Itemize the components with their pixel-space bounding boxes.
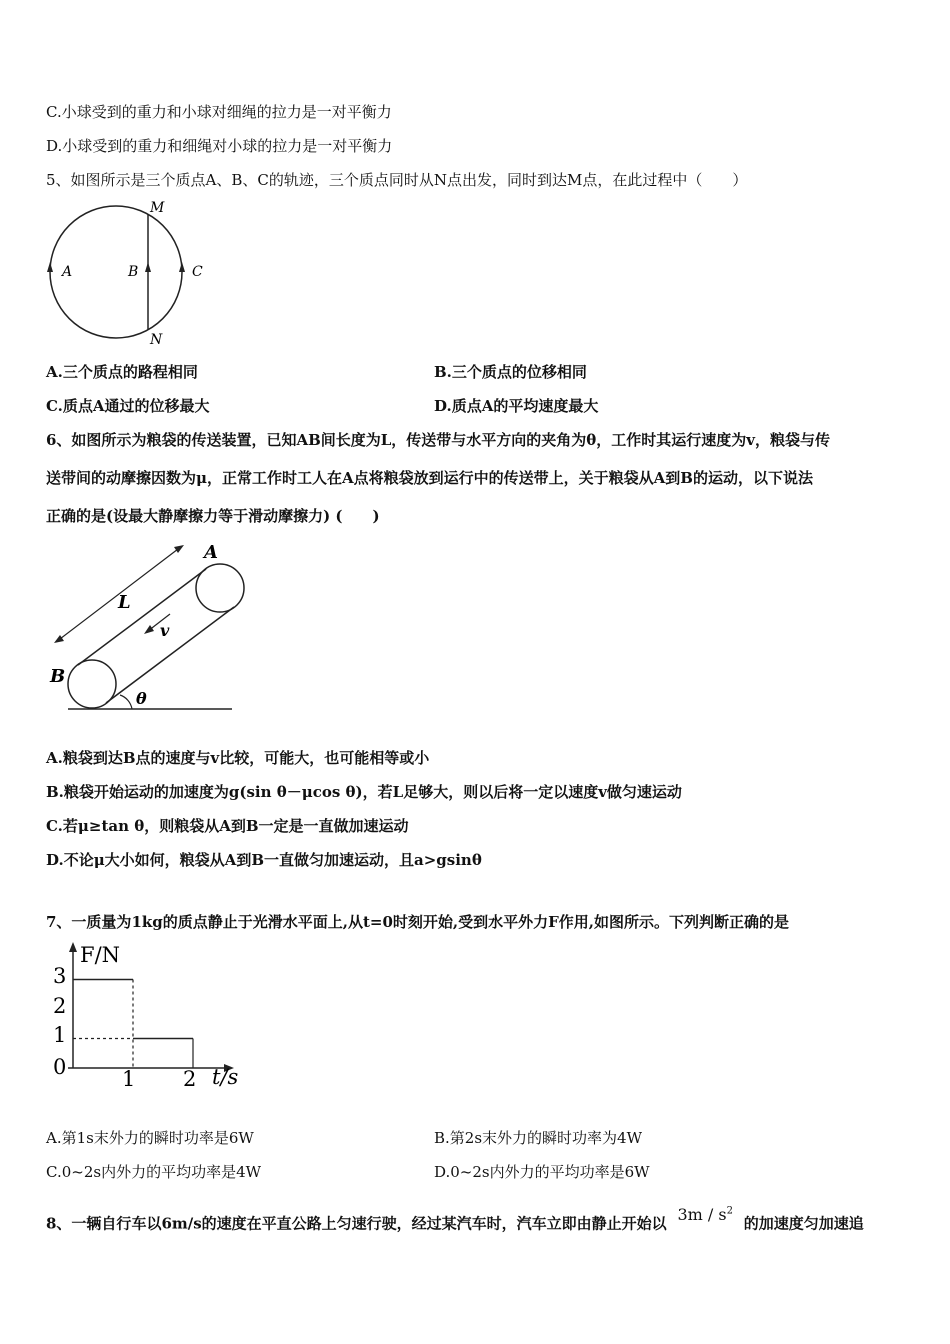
q6-stem-line2: 送带间的动摩擦因数为μ，正常工作时工人在A点将粮袋放到运行中的传送带上，关于粮袋从A到B的运动，以下说法 [46,469,813,487]
q6-option-d: D.不论μ大小如何，粮袋从A到B一直做匀加速运动，且a>gsinθ [46,851,482,869]
label-b: B [50,666,66,687]
label-n: N [150,332,163,348]
x-axis-label: t/s [212,1065,239,1089]
q6-option-c: C.若μ≥tan θ，则粮袋从A到B一定是一直做加速运动 [46,817,409,835]
velocity-arrow-head [144,625,154,634]
q7-option-a: A.第1s末外力的瞬时功率是6W [46,1129,254,1147]
length-arrow-head-a [174,545,184,553]
label-v: v [160,621,170,640]
q8-stem [46,1205,864,1233]
q8-stem-part2: 的加速度匀加速追 [743,1214,864,1233]
q8-accel-unit: 3m / s [677,1205,727,1225]
label-theta: θ [136,689,147,708]
label-a: A [62,264,73,280]
label-l: L [118,592,131,613]
y-tick-3: 3 [53,964,67,988]
q8-accel-exponent: 2 [726,1206,733,1217]
label-a: A [204,542,218,563]
q6-option-b: B.粮袋开始运动的加速度为g(sin θ－μcos θ)，若L足够大，则以后将一定以速度v做匀速运动 [46,783,682,801]
q4-option-d: D.小球受到的重力和细绳对小球的拉力是一对平衡力 [46,137,393,155]
label-c: C [192,264,203,280]
arrow-c [179,262,185,272]
x-tick-1: 1 [122,1067,136,1091]
q6-stem-line3: 正确的是(设最大静摩擦力等于滑动摩擦力) ( ) [46,507,380,525]
y-tick-1: 1 [53,1023,67,1047]
q7-stem: 7、一质量为1kg的质点静止于光滑水平面上,从t=0时刻开始,受到水平外力F作用,如图所示。下列判断正确的是 [46,913,790,931]
theta-arc [120,695,132,709]
label-b: B [128,264,139,280]
arrow-b [145,262,151,272]
q6-conveyor-figure [46,536,256,716]
q4-option-c: C.小球受到的重力和小球对细绳的拉力是一对平衡力 [46,103,392,121]
q7-option-d: D.0~2s内外力的平均功率是6W [434,1163,650,1181]
x-tick-2: 2 [183,1067,197,1091]
q7-option-c: C.0~2s内外力的平均功率是4W [46,1163,262,1181]
arrow-a [47,262,53,272]
q5-option-b: B.三个质点的位移相同 [434,363,587,381]
q5-stem: 5、如图所示是三个质点A、B、C的轨迹，三个质点同时从N点出发，同时到达M点，在此过程中（ ） [46,171,748,189]
q6-stem-line1: 6、如图所示为粮袋的传送装置，已知AB间长度为L，传送带与水平方向的夹角为θ，工作时其运行速度为v，粮袋与传 [46,431,831,449]
y-tick-2: 2 [53,994,67,1018]
q6-option-a: A.粮袋到达B点的速度与v比较，可能大，也可能相等或小 [46,749,430,767]
y-axis-label: F/N [80,943,121,967]
q8-acceleration [677,1205,733,1224]
belt-bottom [106,607,234,703]
q7-force-time-chart [46,938,246,1094]
length-arrow-head-b [54,635,64,643]
label-m: M [150,200,165,216]
y-axis-arrow [69,942,77,952]
q5-option-c: C.质点A通过的位移最大 [46,397,210,415]
q5-option-a: A.三个质点的路程相同 [46,363,198,381]
q5-trajectory-figure [46,198,216,348]
y-tick-0: 0 [53,1055,67,1079]
q8-stem-part1: 8、一辆自行车以6m/s的速度在平直公路上匀速行驶，经过某汽车时，汽车立即由静止开始以 [46,1214,667,1233]
q7-option-b: B.第2s末外力的瞬时功率为4W [434,1129,642,1147]
belt-top [78,569,206,665]
q5-option-d: D.质点A的平均速度最大 [434,397,599,415]
